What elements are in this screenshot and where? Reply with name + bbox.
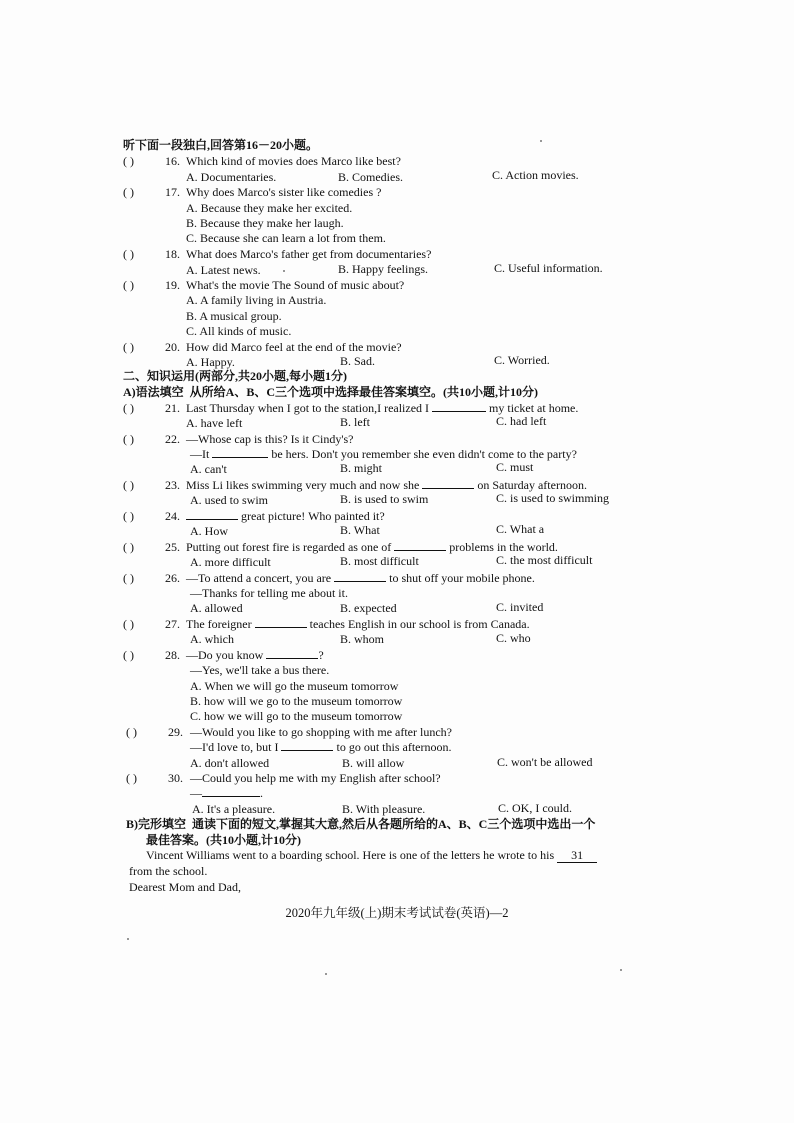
answer-blank[interactable] <box>422 488 474 489</box>
question-number: 22. <box>165 432 180 446</box>
answer-blank[interactable] <box>334 581 386 582</box>
answer-blank[interactable] <box>202 796 260 797</box>
question-text: —Would you like to go shopping with me after lunch? <box>190 725 452 739</box>
scan-speck <box>283 270 285 272</box>
option-c: C. who <box>496 631 531 645</box>
scan-speck <box>127 938 129 940</box>
option-b: B. A musical group. <box>186 309 282 323</box>
question-number: 30. <box>168 771 183 785</box>
answer-blank[interactable] <box>212 457 268 458</box>
question-text-line2: —I'd love to, but I to go out this afternoon. <box>190 740 452 754</box>
option-c: C. is used to swimming <box>496 491 610 505</box>
question-number: 25. <box>165 540 180 554</box>
answer-paren[interactable]: ( ) <box>123 648 134 662</box>
question-number: 18. <box>165 247 180 261</box>
question-number: 16. <box>165 154 180 168</box>
question-text: Putting out forest fire is regarded as one of problems in the world. <box>186 540 558 554</box>
question-number: 27. <box>165 617 180 631</box>
option-b: B. most difficult <box>340 554 419 568</box>
passage-text-line2: from the school. <box>129 864 208 878</box>
question-text: How did Marco feel at the end of the movie? <box>186 340 402 354</box>
part-b-title-line2: 最佳答案。(共10小题,计10分) <box>146 833 301 847</box>
question-number: 26. <box>165 571 180 585</box>
option-a: A. can't <box>190 462 227 476</box>
option-a: A. A family living in Austria. <box>186 293 327 307</box>
question-text: —Whose cap is this? Is it Cindy's? <box>186 432 354 446</box>
answer-paren[interactable]: ( ) <box>123 401 134 415</box>
option-c: C. What a <box>496 522 545 536</box>
question-text-line2: —Yes, we'll take a bus there. <box>190 663 330 677</box>
answer-paren[interactable]: ( ) <box>123 571 134 585</box>
option-b: B. Comedies. <box>338 170 403 184</box>
part-b-title: B)完形填空 通读下面的短文,掌握其大意,然后从各题所给的A、B、C三个选项中选出一个 <box>126 817 596 831</box>
question-number: 24. <box>165 509 180 523</box>
option-c: C. how we will go to the museum tomorrow <box>190 709 403 723</box>
option-a: A. It's a pleasure. <box>192 802 276 816</box>
option-a: A. allowed <box>190 601 243 615</box>
option-a: A. which <box>190 632 234 646</box>
question-text: Which kind of movies does Marco like best? <box>186 154 401 168</box>
answer-paren[interactable]: ( ) <box>123 340 134 354</box>
question-number: 28. <box>165 648 180 662</box>
option-b: B. how will we go to the museum tomorrow <box>190 694 403 708</box>
answer-blank[interactable] <box>281 750 333 751</box>
question-text: —To attend a concert, you are to shut off your mobile phone. <box>186 571 535 585</box>
answer-blank[interactable] <box>186 519 238 520</box>
answer-paren[interactable]: ( ) <box>126 725 137 739</box>
question-number: 17. <box>165 185 180 199</box>
scan-speck <box>620 969 622 971</box>
listening-instruction: 听下面一段独白,回答第16－20小题。 <box>123 138 319 152</box>
answer-paren[interactable]: ( ) <box>123 247 134 261</box>
answer-paren[interactable]: ( ) <box>123 540 134 554</box>
question-number: 23. <box>165 478 180 492</box>
option-c: C. All kinds of music. <box>186 324 292 338</box>
option-b: B. is used to swim <box>340 492 429 506</box>
answer-paren[interactable]: ( ) <box>123 154 134 168</box>
section-title: 二、知识运用(两部分,共20小题,每小题1分) <box>123 369 347 383</box>
question-text: great picture! Who painted it? <box>186 509 385 523</box>
option-b: B. What <box>340 523 380 537</box>
question-text-line2: —It be hers. Don't you remember she even didn't come to the party? <box>190 447 577 461</box>
question-text-line2: —Thanks for telling me about it. <box>190 586 348 600</box>
option-a: A. Documentaries. <box>186 170 277 184</box>
option-a: A. don't allowed <box>190 756 270 770</box>
option-c: C. Action movies. <box>492 168 579 182</box>
answer-blank[interactable] <box>394 550 446 551</box>
option-a: A. have left <box>186 416 243 430</box>
answer-paren[interactable]: ( ) <box>123 478 134 492</box>
question-text: Why does Marco's sister like comedies ? <box>186 185 382 199</box>
answer-paren[interactable]: ( ) <box>123 278 134 292</box>
option-b: B. Happy feelings. <box>338 262 428 276</box>
question-text: Last Thursday when I got to the station,I realized I my ticket at home. <box>186 401 579 415</box>
option-b: B. Sad. <box>340 354 376 368</box>
option-c: C. had left <box>496 414 547 428</box>
question-text-line2: — . <box>190 786 263 800</box>
answer-blank[interactable] <box>255 627 307 628</box>
question-text: The foreigner teaches English in our school is from Canada. <box>186 617 530 631</box>
option-b: B. might <box>340 461 383 475</box>
option-b: B. Because they make her laugh. <box>186 216 344 230</box>
option-a: A. How <box>190 524 228 538</box>
option-a: A. more difficult <box>190 555 271 569</box>
letter-salutation: Dearest Mom and Dad, <box>129 880 241 894</box>
answer-blank[interactable] <box>432 411 486 412</box>
option-c: C. Worried. <box>494 353 550 367</box>
answer-paren[interactable]: ( ) <box>123 617 134 631</box>
option-a: A. Happy. <box>186 355 235 369</box>
option-b: B. expected <box>340 601 397 615</box>
page-footer: 2020年九年级(上)期末考试试卷(英语)—2 <box>285 906 509 920</box>
scan-speck <box>325 973 327 975</box>
option-a: A. When we will go the museum tomorrow <box>190 679 399 693</box>
option-c: C. OK, I could. <box>498 801 572 815</box>
option-c: C. invited <box>496 600 544 614</box>
part-a-title: A)语法填空 从所给A、B、C三个选项中选择最佳答案填空。(共10小题,计10分) <box>123 385 538 399</box>
option-a: A. Because they make her excited. <box>186 201 353 215</box>
question-number: 20. <box>165 340 180 354</box>
question-number: 19. <box>165 278 180 292</box>
option-c: C. Useful information. <box>494 261 603 275</box>
question-text: What does Marco's father get from documentaries? <box>186 247 432 261</box>
option-c: C. the most difficult <box>496 553 593 567</box>
answer-paren[interactable]: ( ) <box>123 509 134 523</box>
option-b: B. whom <box>340 632 385 646</box>
option-b: B. will allow <box>342 756 405 770</box>
answer-paren[interactable]: ( ) <box>123 185 134 199</box>
option-b: B. With pleasure. <box>342 802 426 816</box>
question-text: Miss Li likes swimming very much and now she on Saturday afternoon. <box>186 478 587 492</box>
option-b: B. left <box>340 415 370 429</box>
question-text: What's the movie The Sound of music about? <box>186 278 405 292</box>
question-text: —Could you help me with my English after school? <box>190 771 441 785</box>
option-c: C. Because she can learn a lot from them. <box>186 231 386 245</box>
passage-text: Vincent Williams went to a boarding school. Here is one of the letters he wrote to his 31 <box>146 848 597 863</box>
question-number: 21. <box>165 401 180 415</box>
answer-paren[interactable]: ( ) <box>126 771 137 785</box>
option-c: C. won't be allowed <box>497 755 593 769</box>
scan-speck <box>540 140 542 142</box>
cloze-blank-31[interactable]: 31 <box>557 848 597 863</box>
option-a: A. used to swim <box>190 493 268 507</box>
question-text: —Do you know ? <box>186 648 324 662</box>
question-number: 29. <box>168 725 183 739</box>
answer-paren[interactable]: ( ) <box>123 432 134 446</box>
option-a: A. Latest news. <box>186 263 261 277</box>
answer-blank[interactable] <box>266 658 318 659</box>
option-c: C. must <box>496 460 534 474</box>
